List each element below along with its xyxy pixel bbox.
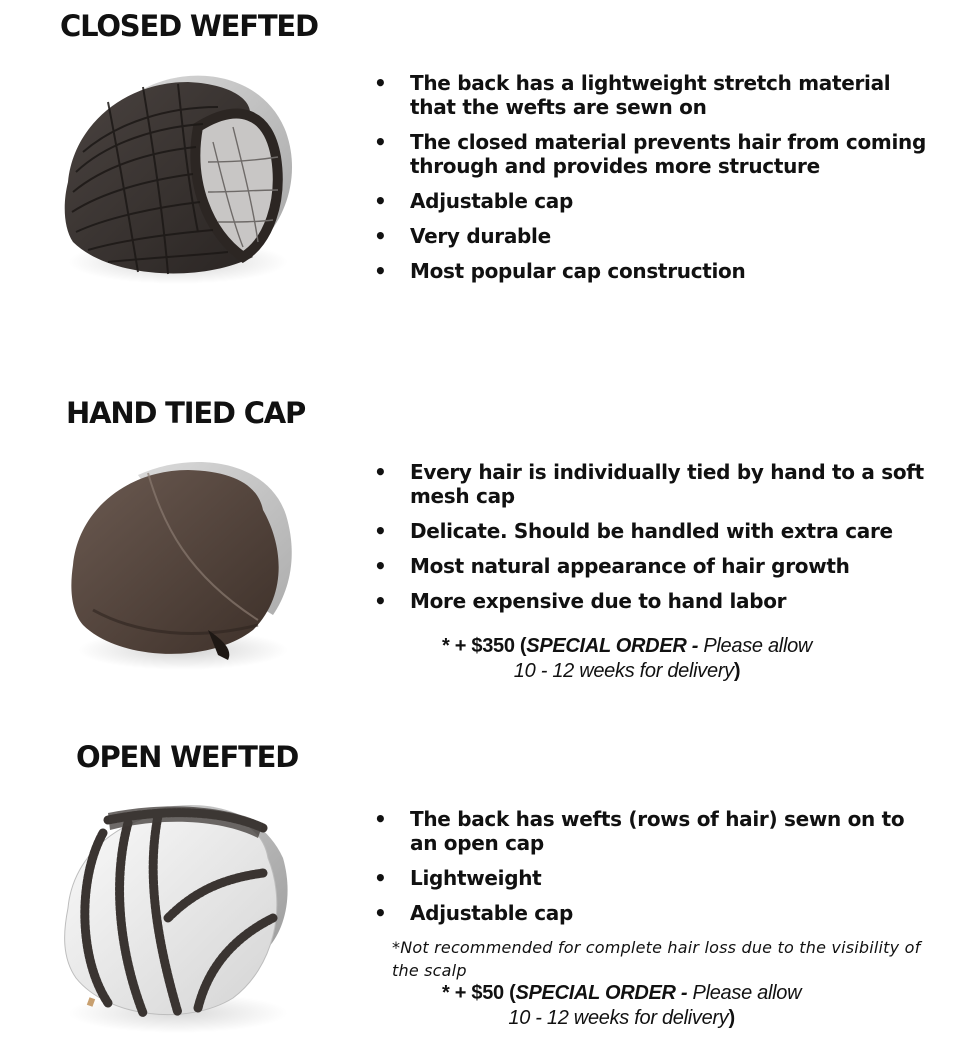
hand-tied-price-note — [442, 634, 812, 684]
special-order-label: SPECIAL ORDER - — [515, 982, 693, 1004]
price-text: Please allow — [703, 635, 813, 657]
price-prefix: * + $50 ( — [442, 982, 516, 1004]
closed-wefted-cap-image — [48, 62, 308, 302]
list-item: • Most popular cap construction — [374, 259, 934, 283]
special-order-label: SPECIAL ORDER - — [526, 635, 704, 657]
list-item: • More expensive due to hand labor — [374, 589, 934, 613]
price-text: Please allow — [692, 982, 802, 1004]
list-item: • Adjustable cap — [374, 189, 934, 213]
list-item: • Very durable — [374, 224, 934, 248]
price-close: ) — [733, 660, 741, 682]
delivery-text: 10 - 12 weeks for delivery — [508, 1007, 729, 1029]
list-item: • The back has a lightweight stretch material that the wefts are sewn on — [374, 71, 934, 119]
hand-tied-cap-image — [58, 455, 308, 685]
closed-wefted-title: CLOSED WEFTED — [60, 9, 318, 43]
hand-tied-cap-title: HAND TIED CAP — [66, 396, 306, 430]
list-item: • The back has wefts (rows of hair) sewn on to an open cap — [374, 807, 934, 855]
list-item: • Lightweight — [374, 866, 934, 890]
list-item: • The closed material prevents hair from coming through and provides more structure — [374, 130, 934, 178]
list-item: • Adjustable cap — [374, 901, 934, 925]
price-close: ) — [728, 1007, 735, 1029]
open-wefted-price-note — [442, 981, 801, 1031]
open-wefted-feature-list — [374, 807, 934, 936]
open-wefted-disclaimer: *Not recommended for complete hair loss due to the visibility of the scalp — [392, 938, 921, 980]
list-item: • Every hair is individually tied by hand to a soft mesh cap — [374, 460, 934, 508]
hand-tied-feature-list — [374, 460, 934, 624]
delivery-text: 10 - 12 weeks for delivery — [513, 660, 734, 682]
open-wefted-cap-image — [48, 798, 308, 1038]
closed-wefted-feature-list — [374, 71, 934, 294]
list-item: • Delicate. Should be handled with extra care — [374, 519, 934, 543]
price-prefix: * + $350 ( — [442, 635, 527, 657]
open-wefted-title: OPEN WEFTED — [76, 740, 299, 774]
list-item: • Most natural appearance of hair growth — [374, 554, 934, 578]
